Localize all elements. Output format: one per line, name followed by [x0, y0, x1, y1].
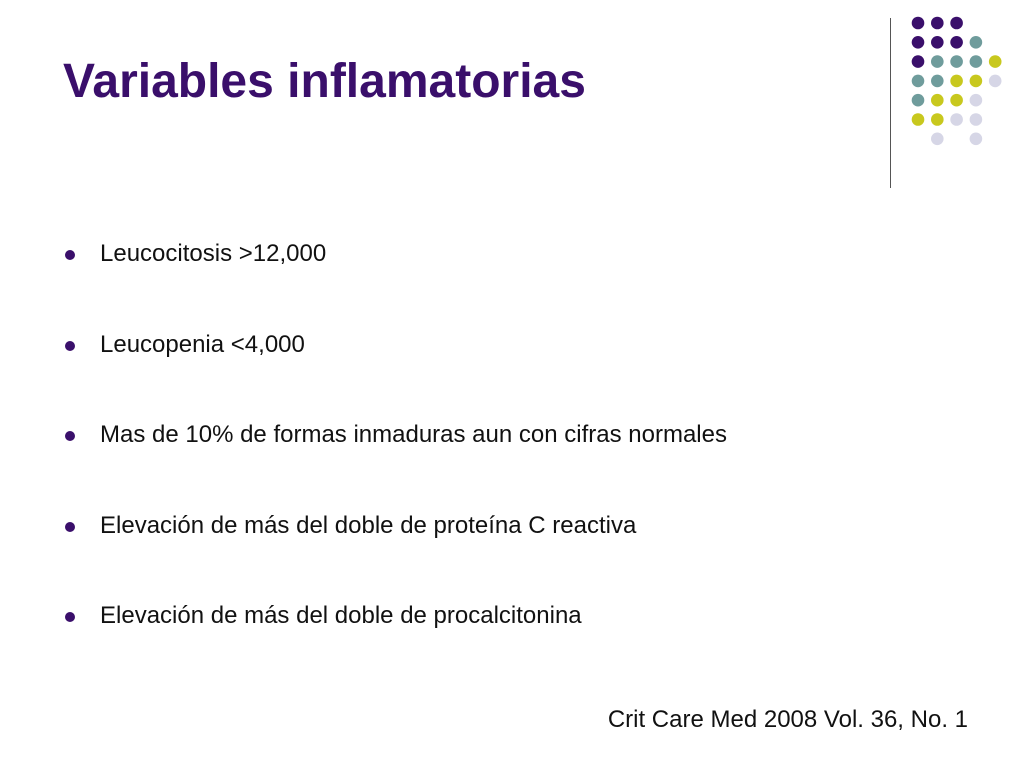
decorative-dot: [970, 36, 983, 49]
decorative-dot-grid: [904, 14, 1014, 164]
decorative-dot: [970, 133, 983, 146]
bullet-text: Leucopenia <4,000: [100, 330, 305, 358]
bullet-dot-icon: [65, 431, 75, 441]
decorative-dot: [989, 75, 1002, 88]
decorative-dot: [912, 55, 925, 68]
decorative-dot: [931, 17, 944, 30]
decorative-dot: [950, 113, 963, 126]
decorative-dot: [912, 75, 925, 88]
decorative-dot: [970, 55, 983, 68]
decorative-dot: [970, 75, 983, 88]
slide-title: Variables inflamatorias: [63, 55, 586, 108]
decorative-dot: [912, 36, 925, 49]
decorative-dot: [950, 94, 963, 107]
decorative-dot: [931, 55, 944, 68]
decorative-dot: [950, 36, 963, 49]
bullet-text: Mas de 10% de formas inmaduras aun con cifras normales: [100, 421, 727, 448]
bullet-dot-icon: [65, 522, 75, 532]
decorative-dot: [950, 75, 963, 88]
decorative-dot: [950, 17, 963, 30]
decorative-dot: [931, 75, 944, 88]
decorative-dot: [912, 113, 925, 126]
decorative-dot: [950, 55, 963, 68]
decorative-dot: [912, 94, 925, 107]
decorative-dot: [970, 94, 983, 107]
decorative-dot: [931, 133, 944, 146]
decorative-dot: [931, 36, 944, 49]
bullet-dot-icon: [65, 341, 75, 351]
bullet-text: Elevación de más del doble de proteína C reactiva: [100, 511, 637, 539]
decorative-dot: [912, 17, 925, 30]
decorative-dot: [970, 113, 983, 126]
bullet-dot-icon: [65, 250, 75, 260]
bullet-dot-icon: [65, 612, 75, 622]
decorative-dot: [931, 94, 944, 107]
citation: Crit Care Med 2008 Vol. 36, No. 1: [607, 706, 968, 733]
bullet-text: Leucocitosis >12,000: [100, 240, 327, 267]
bullet-text: Elevación de más del doble de procalcitonina: [100, 602, 582, 629]
vertical-divider-line: [890, 18, 891, 188]
decorative-dot: [989, 55, 1002, 68]
decorative-dot: [931, 113, 944, 126]
